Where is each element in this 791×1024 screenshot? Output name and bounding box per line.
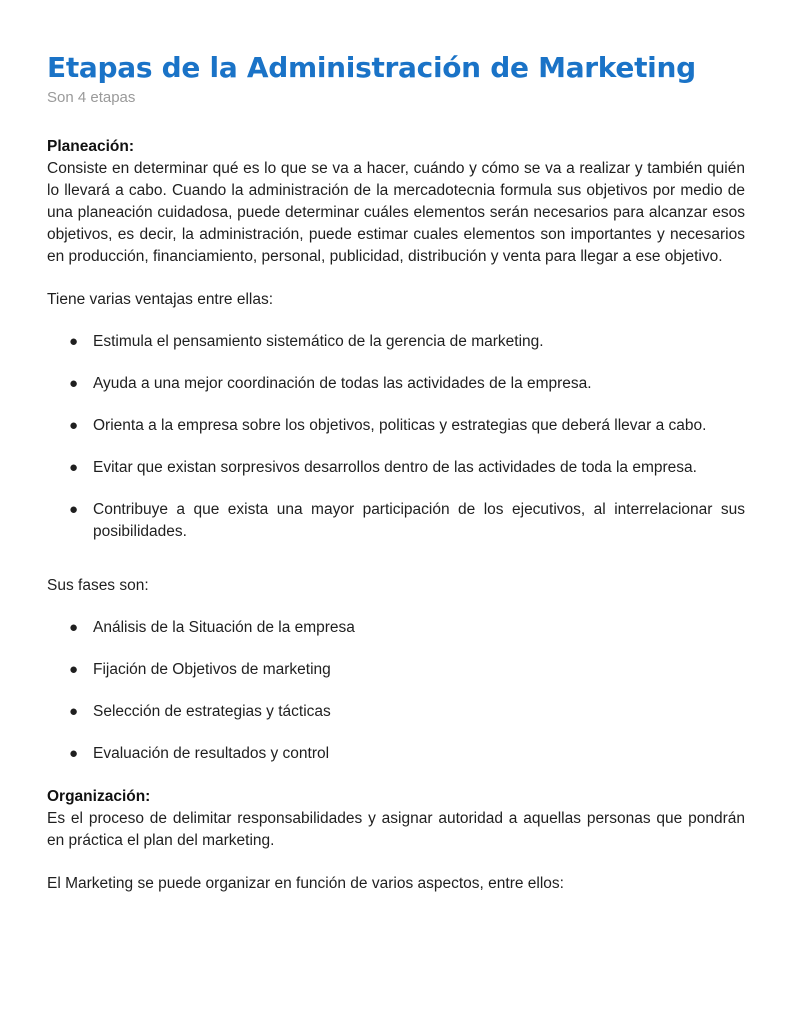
aspectos-intro: El Marketing se puede organizar en función de varios aspectos, entre ellos: [47,875,564,892]
list-item-text: Orienta a la empresa sobre los objetivos, politicas y estrategias que deberá llevar a cabo. [93,417,707,434]
list-item-text: Selección de estrategias y tácticas [93,703,331,720]
list-item-text: Contribuye a que exista una mayor participación de los ejecutivos, al interrelacionar sus posibilidades. [93,501,745,540]
list-item [47,617,745,639]
list-item-text: Evaluación de resultados y control [93,745,330,762]
fases-intro: Sus fases son: [47,577,149,594]
list-item [47,331,745,353]
list-item [47,415,745,437]
bullet-icon: ● [69,661,79,678]
ventajas-list [47,331,745,543]
list-item-text: Evitar que existan sorpresivos desarrollos dentro de las actividades de toda la empresa. [93,459,697,476]
list-item-text: Ayuda a una mejor coordinación de todas las actividades de la empresa. [93,375,592,392]
list-item [47,701,745,723]
bullet-icon: ● [69,417,79,434]
list-item-text: Análisis de la Situación de la empresa [93,619,355,636]
organizacion-paragraph: Es el proceso de delimitar responsabilidades y asignar autoridad a aquellas personas que pondrán en práctica el plan del marketing. [47,810,745,849]
bullet-icon: ● [69,619,79,636]
bullet-icon: ● [69,333,79,350]
bullet-icon: ● [69,745,79,762]
planeacion-paragraph: Consiste en determinar qué es lo que se va a hacer, cuándo y cómo se va a realizar y también quién lo llevará a cabo. Cuando la administración de la mercadotecnia formula sus objetivos por medio de una planeación cuidadosa, puede determinar cuáles elementos serán necesarios para alcanzar esos objetivos, es decir, la administración, puede estimar cuales elementos son importantes y necesarios en producción, financiamiento, personal, publicidad, distribución y venta para llegar a ese objetivo. [47,160,745,265]
page-subtitle: Son 4 etapas [47,89,136,106]
list-item [47,659,745,681]
list-item [47,499,745,543]
fases-list [47,617,745,765]
ventajas-intro: Tiene varias ventajas entre ellas: [47,291,274,308]
list-item [47,743,745,765]
bullet-icon: ● [69,459,79,476]
bullet-icon: ● [69,375,79,392]
list-item [47,457,745,479]
organizacion-heading: Organización: [47,788,151,805]
list-item-text: Fijación de Objetivos de marketing [93,661,331,678]
bullet-icon: ● [69,501,79,518]
bullet-icon: ● [69,703,79,720]
list-item [47,373,745,395]
list-item-text: Estimula el pensamiento sistemático de la gerencia de marketing. [93,333,544,350]
planeacion-heading: Planeación: [47,138,134,155]
document-page [47,50,745,895]
page-title: Etapas de la Administración de Marketing [47,51,696,84]
